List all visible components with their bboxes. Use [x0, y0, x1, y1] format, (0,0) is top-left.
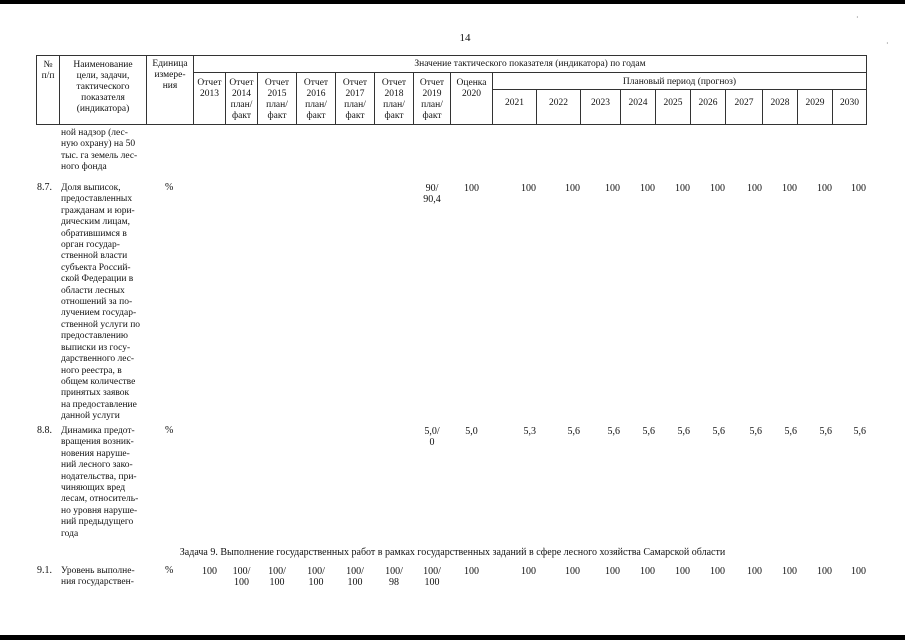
- report-2013: 100: [202, 566, 217, 577]
- estimate-2020: 100: [464, 183, 479, 194]
- plan-year-header: 2027: [734, 98, 754, 108]
- plan-value-2025: 5,6: [677, 426, 690, 437]
- table-top-line: [36, 55, 867, 56]
- plan-value-2030: 100: [851, 566, 866, 577]
- unit: %: [165, 425, 174, 436]
- plan-year-header: 2022: [549, 98, 568, 108]
- plan-period-header: Плановый период (прогноз): [622, 77, 737, 87]
- plan-value-2023: 100: [605, 183, 620, 194]
- report-2016: 100/ 100: [307, 566, 325, 588]
- continuation-text: ной надзор (лес- ную охрану) на 50 тыс. га земель лес- ного фонда: [61, 128, 138, 173]
- plan-year-header: 2029: [805, 98, 825, 108]
- top-border: [0, 0, 905, 4]
- column-header-year: Отчет 2016 план/ факт: [303, 78, 329, 121]
- column-header-name: Наименование цели, задачи, тактического показателя (индикатора): [73, 60, 133, 114]
- column-header-number: № п/п: [41, 60, 55, 81]
- estimate-2020: 5,0: [465, 426, 478, 437]
- column-header-year: Оценка 2020: [456, 78, 487, 99]
- plan-value-2027: 100: [747, 183, 762, 194]
- report-2014: 100/ 100: [232, 566, 251, 588]
- plan-value-2021: 100: [521, 566, 536, 577]
- column-header-year: Отчет 2017 план/ факт: [342, 78, 368, 121]
- plan-value-2021: 5,3: [523, 426, 536, 437]
- report-2019: 90/ 90,4: [423, 183, 441, 205]
- plan-value-2028: 100: [782, 183, 797, 194]
- column-header-year: Отчет 2015 план/ факт: [264, 78, 290, 121]
- row-number: 8.8.: [37, 425, 52, 436]
- plan-value-2021: 100: [521, 183, 536, 194]
- plan-value-2026: 100: [710, 566, 725, 577]
- row-number: 9.1.: [37, 565, 52, 576]
- plan-value-2028: 5,6: [784, 426, 797, 437]
- unit: %: [165, 182, 174, 193]
- plan-value-2029: 5,6: [819, 426, 832, 437]
- report-2015: 100/ 100: [268, 566, 286, 588]
- report-2017: 100/ 100: [346, 566, 364, 588]
- plan-value-2025: 100: [675, 183, 690, 194]
- header-group-line: [193, 72, 867, 73]
- header-plan-line: [492, 89, 867, 90]
- column-header-year: Отчет 2014 план/ факт: [229, 78, 254, 121]
- plan-value-2028: 100: [782, 566, 797, 577]
- report-2019: 5,0/ 0: [424, 426, 440, 448]
- row-number: 8.7.: [37, 182, 52, 193]
- page-number: 14: [459, 32, 471, 44]
- plan-value-2029: 100: [817, 566, 832, 577]
- plan-value-2030: 100: [851, 183, 866, 194]
- plan-year-header: 2021: [505, 98, 524, 108]
- plan-value-2024: 100: [640, 183, 655, 194]
- column-header-unit: Единица измере- ния: [152, 59, 188, 91]
- plan-value-2027: 5,6: [749, 426, 762, 437]
- plan-year-header: 2028: [770, 98, 790, 108]
- plan-value-2030: 5,6: [853, 426, 866, 437]
- plan-value-2024: 100: [640, 566, 655, 577]
- plan-year-header: 2024: [628, 98, 648, 108]
- indicator-name: Динамика предот- вращения возник- новения наруше- ний лесного зако- нодательства, при- чиняющих вред лесам, относитель- но уровня наруше- ний предыдущего года: [61, 426, 139, 539]
- plan-year-header: 2023: [591, 98, 610, 108]
- header-bottom-line: [36, 124, 867, 125]
- column-header-year: Отчет 2019 план/ факт: [419, 78, 445, 121]
- plan-value-2022: 5,6: [567, 426, 580, 437]
- plan-value-2023: 100: [605, 566, 620, 577]
- plan-value-2025: 100: [675, 566, 690, 577]
- column-header-year: Отчет 2018 план/ факт: [381, 78, 407, 121]
- report-2019: 100/ 100: [423, 566, 441, 588]
- task-heading: Задача 9. Выполнение государственных работ в рамках государственных заданий в сфере лесного хозяйства Самарской области: [179, 547, 726, 558]
- plan-value-2022: 100: [565, 183, 580, 194]
- plan-value-2022: 100: [565, 566, 580, 577]
- column-header-year: Отчет 2013: [197, 78, 222, 99]
- scan-mark: ·: [856, 13, 859, 22]
- scan-mark: ·: [886, 39, 889, 48]
- bottom-border: [0, 635, 905, 640]
- estimate-2020: 100: [464, 566, 479, 577]
- unit: %: [165, 565, 174, 576]
- plan-value-2023: 5,6: [607, 426, 620, 437]
- indicator-name: Доля выписок, предоставленных гражданам и юри- дическим лицам, обратившимся в орган государ- ственной власти субъекта Россий- ской Федерации в области лесных отношений за по- лучением государ- ственной услуги по предоставлению выписки из госу- дарственного лес- ного реестра, в общем количестве принятых заявок на предоставление данной услуги: [61, 183, 141, 422]
- plan-year-header: 2030: [840, 98, 859, 108]
- plan-value-2024: 5,6: [642, 426, 655, 437]
- plan-value-2026: 5,6: [712, 426, 725, 437]
- plan-value-2027: 100: [747, 566, 762, 577]
- column-group-header: Значение тактического показателя (индикатора) по годам: [414, 59, 646, 69]
- header-divider: [866, 55, 867, 125]
- plan-value-2029: 100: [817, 183, 832, 194]
- report-2018: 100/ 98: [385, 566, 403, 588]
- plan-value-2026: 100: [710, 183, 725, 194]
- plan-year-header: 2026: [698, 98, 718, 108]
- plan-year-header: 2025: [663, 98, 683, 108]
- indicator-name: Уровень выполне- ния государствен-: [61, 566, 135, 588]
